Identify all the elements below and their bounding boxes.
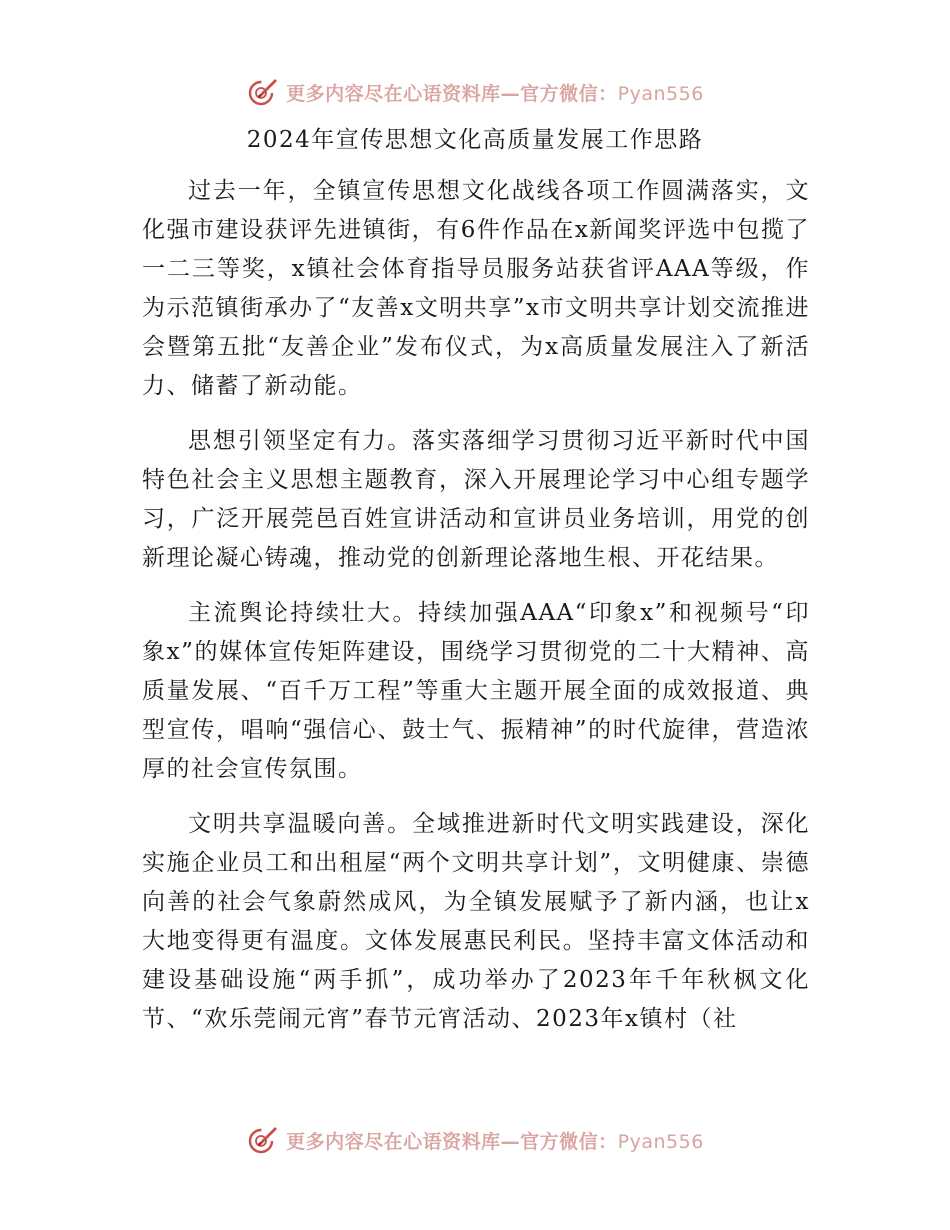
watermark-text: 更多内容尽在心语资料库—官方微信：Pyan556 (286, 1130, 704, 1153)
brush-logo-icon (246, 1123, 280, 1157)
watermark-banner-bottom (0, 1120, 950, 1160)
brush-logo-icon (246, 75, 280, 109)
paragraph-4: 文明共享温暖向善。全域推进新时代文明实践建设，深化实施企业员工和出租屋“两个文明共享计划”，文明健康、崇德向善的社会气象蔚然成风，为全镇发展赋予了新内涵，也让x大地变得更有温度。文体发展惠民利民。坚持丰富文体活动和建设基础设施“两手抓”，成功举办了2023年千年秋枫文化节、“欢乐莞闹元宵”春节元宵活动、2023年x镇村（社 (142, 811, 810, 1032)
paragraph-3: 主流舆论持续壮大。持续加强AAA“印象x”和视频号“印象x”的媒体宣传矩阵建设，围绕学习贯彻党的二十大精神、高质量发展、“百千万工程”等重大主题开展全面的成效报道、典型宣传，唱响“强信心、鼓士气、振精神”的时代旋律，营造浓厚的社会宣传氛围。 (142, 600, 810, 782)
document-body (142, 172, 810, 1039)
watermark-banner-top (0, 72, 950, 112)
paragraph-1: 过去一年，全镇宣传思想文化战线各项工作圆满落实，文化强市建设获评先进镇街，有6件作品在x新闻奖评选中包揽了一二三等奖，x镇社会体育指导员服务站获省评AAA等级，作为示范镇街承办了“友善x文明共享”x市文明共享计划交流推进会暨第五批“友善企业”发布仪式，为x高质量发展注入了新活力、储蓄了新动能。 (142, 178, 810, 399)
paragraph-2: 思想引领坚定有力。落实落细学习贯彻习近平新时代中国特色社会主义思想主题教育，深入开展理论学习中心组专题学习，广泛开展莞邑百姓宣讲活动和宣讲员业务培训，用党的创新理论凝心铸魂，推动党的创新理论落地生根、开花结果。 (142, 428, 810, 571)
watermark-text: 更多内容尽在心语资料库—官方微信：Pyan556 (286, 82, 704, 105)
watermark-wechat-id: Pyan556 (617, 82, 704, 105)
document-title: 2024年宣传思想文化高质量发展工作思路 (246, 127, 704, 153)
watermark-wechat-id: Pyan556 (617, 1130, 704, 1153)
